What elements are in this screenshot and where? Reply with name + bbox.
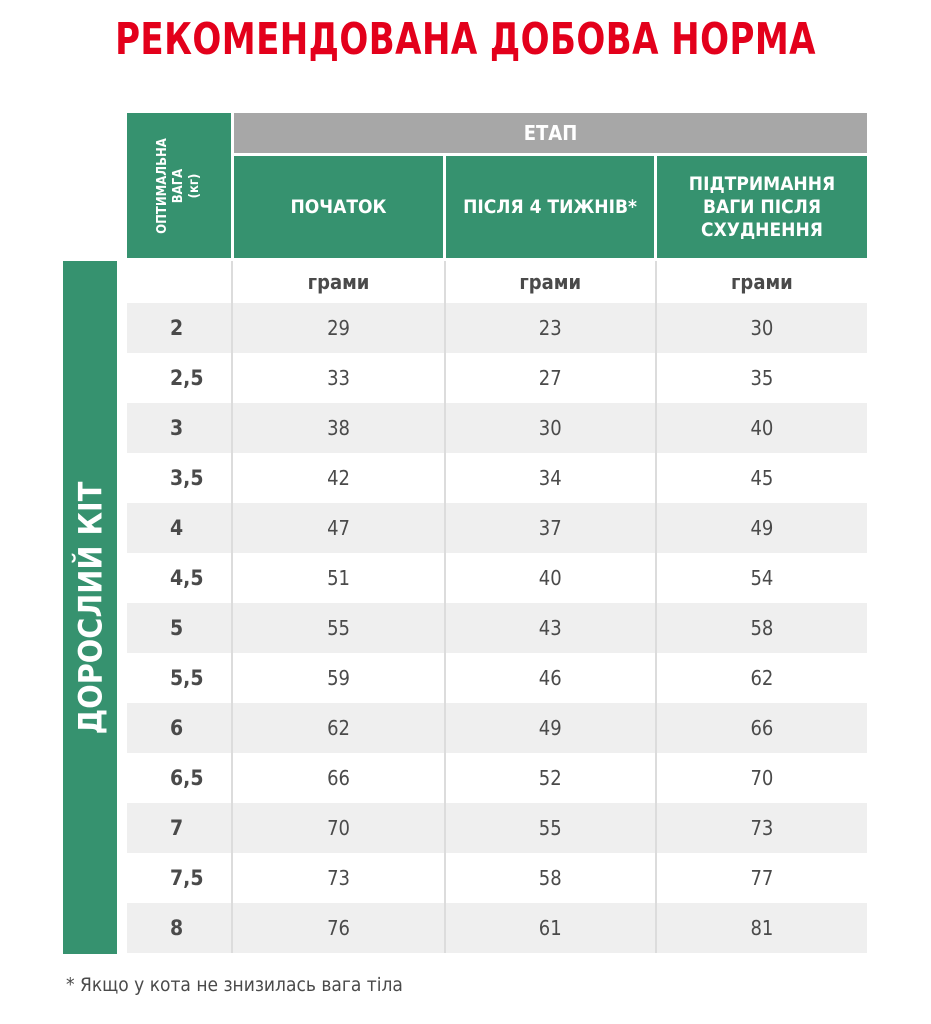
after-4-weeks-value-cell: 46	[444, 653, 655, 703]
table-row	[127, 503, 867, 553]
column-header-after-4-weeks: ПІСЛЯ 4 ТИЖНІВ*	[446, 156, 654, 258]
maintenance-value-cell: 66	[655, 703, 867, 753]
after-4-weeks-value-cell: 27	[444, 353, 655, 403]
side-label-text: ДОРОСЛИЙ КІТ	[71, 481, 109, 734]
column-header-start: ПОЧАТОК	[234, 156, 443, 258]
maintenance-value-cell: 73	[655, 803, 867, 853]
column-header-maintenance-label: ПІДТРИМАННЯ ВАГИ ПІСЛЯ СХУДНЕННЯ	[688, 172, 836, 241]
table-row	[127, 403, 867, 453]
column-header-maintenance	[657, 156, 867, 258]
table-row	[127, 553, 867, 603]
table-row	[127, 453, 867, 503]
start-value-cell: 73	[231, 853, 443, 903]
weight-cell: 5	[170, 616, 184, 640]
start-value-cell: 29	[231, 303, 443, 353]
table-row	[127, 353, 867, 403]
weight-cell: 2,5	[170, 366, 204, 390]
maintenance-value-cell: 45	[655, 453, 867, 503]
after-4-weeks-value-cell: 55	[444, 803, 655, 853]
unit-cell: грами	[231, 261, 443, 303]
after-4-weeks-value-cell: 37	[444, 503, 655, 553]
start-value-cell: 70	[231, 803, 443, 853]
after-4-weeks-value-cell: 34	[444, 453, 655, 503]
start-value-cell: 42	[231, 453, 443, 503]
start-value-cell: 38	[231, 403, 443, 453]
start-value-cell: 59	[231, 653, 443, 703]
maintenance-value-cell: 40	[655, 403, 867, 453]
start-value-cell: 76	[231, 903, 443, 953]
start-value-cell: 55	[231, 603, 443, 653]
table-row	[127, 903, 867, 953]
page-title: РЕКОМЕНДОВАНА ДОБОВА НОРМА	[115, 14, 816, 65]
table-row	[127, 753, 867, 803]
table-row	[127, 653, 867, 703]
maintenance-value-cell: 70	[655, 753, 867, 803]
after-4-weeks-value-cell: 40	[444, 553, 655, 603]
maintenance-value-cell: 49	[655, 503, 867, 553]
start-value-cell: 47	[231, 503, 443, 553]
weight-cell: 5,5	[170, 666, 204, 690]
start-value-cell: 62	[231, 703, 443, 753]
weight-cell: 4,5	[170, 566, 204, 590]
after-4-weeks-value-cell: 61	[444, 903, 655, 953]
maintenance-value-cell: 81	[655, 903, 867, 953]
feeding-table	[127, 261, 867, 953]
units-row-weight-cell	[127, 261, 231, 303]
table-row	[127, 603, 867, 653]
weight-cell: 6,5	[170, 766, 204, 790]
weight-cell: 2	[170, 316, 184, 340]
after-4-weeks-value-cell: 52	[444, 753, 655, 803]
weight-header-line-1: ОПТИМАЛЬНА	[155, 137, 170, 234]
footnote: * Якщо у кота не знизилась вага тіла	[66, 974, 403, 996]
maintenance-value-cell: 58	[655, 603, 867, 653]
weight-cell: 7,5	[170, 866, 204, 890]
after-4-weeks-value-cell: 58	[444, 853, 655, 903]
weight-cell: 6	[170, 716, 184, 740]
after-4-weeks-value-cell: 49	[444, 703, 655, 753]
maintenance-value-cell: 62	[655, 653, 867, 703]
maintenance-value-cell: 54	[655, 553, 867, 603]
stage-header: ЕТАП	[234, 113, 867, 153]
table-row	[127, 303, 867, 353]
unit-cell: грами	[655, 261, 867, 303]
table-row	[127, 703, 867, 753]
weight-cell: 3,5	[170, 466, 204, 490]
weight-cell: 8	[170, 916, 184, 940]
units-row	[127, 261, 867, 303]
start-value-cell: 33	[231, 353, 443, 403]
weight-cell: 3	[170, 416, 184, 440]
weight-cell: 7	[170, 816, 184, 840]
maintenance-value-cell: 30	[655, 303, 867, 353]
start-value-cell: 66	[231, 753, 443, 803]
after-4-weeks-value-cell: 43	[444, 603, 655, 653]
after-4-weeks-value-cell: 23	[444, 303, 655, 353]
adult-cat-side-label	[63, 261, 117, 954]
weight-header-line-3: (кг)	[187, 173, 202, 198]
weight-header-line-2: ВАГА	[171, 168, 186, 203]
after-4-weeks-value-cell: 30	[444, 403, 655, 453]
start-value-cell: 51	[231, 553, 443, 603]
weight-column-header	[127, 113, 231, 258]
table-row	[127, 803, 867, 853]
table-row	[127, 853, 867, 903]
unit-cell: грами	[444, 261, 655, 303]
maintenance-value-cell: 35	[655, 353, 867, 403]
weight-cell: 4	[170, 516, 184, 540]
maintenance-value-cell: 77	[655, 853, 867, 903]
